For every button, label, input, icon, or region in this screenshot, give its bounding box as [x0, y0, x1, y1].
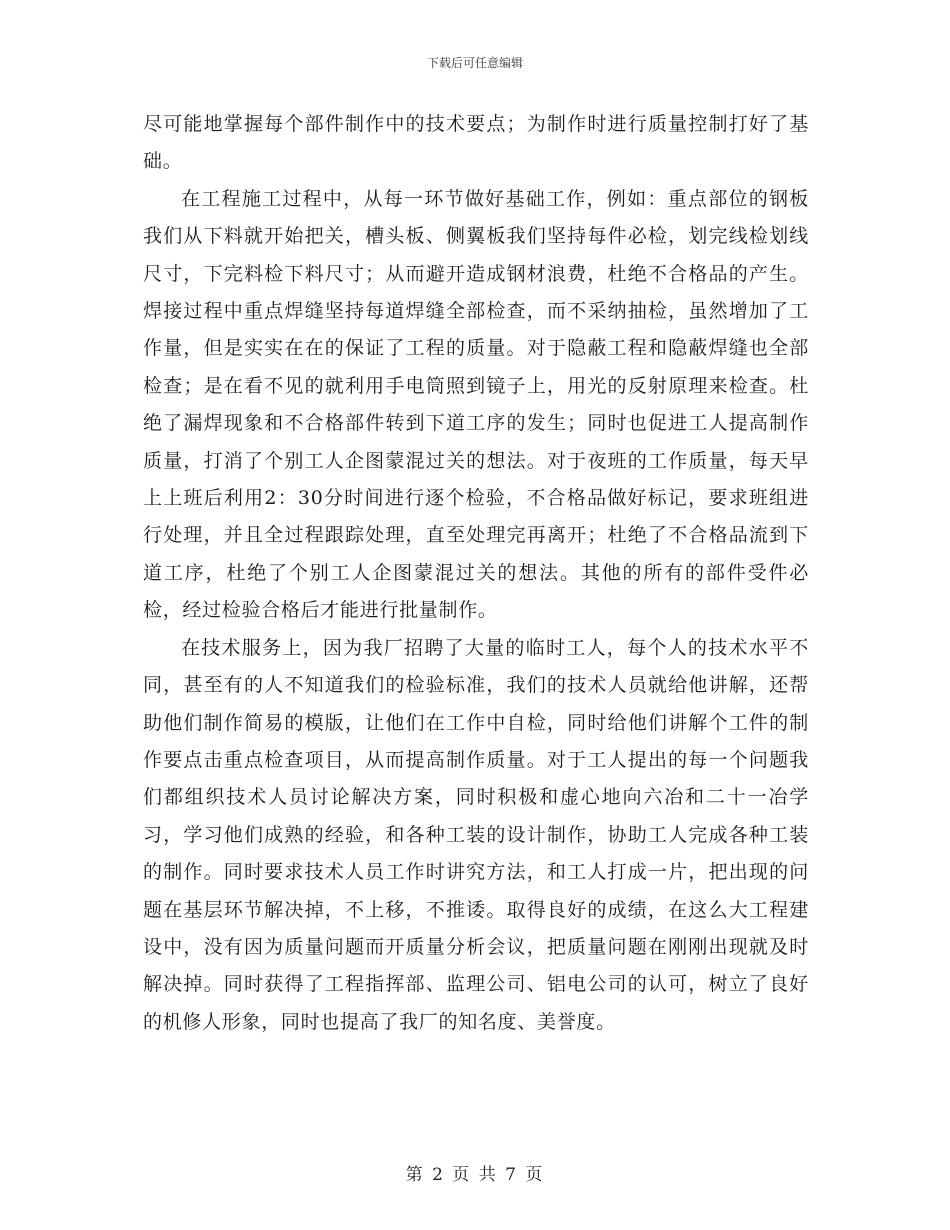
- paragraph-continued: 尽可能地掌握每个部件制作中的技术要点；为制作时进行质量控制打好了基础。: [143, 113, 809, 173]
- page-number: 第 2 页 共 7 页: [405, 1165, 545, 1185]
- paragraph-technical-service: 在技术服务上，因为我厂招聘了大量的临时工人，每个人的技术水平不同，甚至有的人不知道我们的检验标准，我们的技术人员就给他讲解，还帮助他们制作简易的模版，让他们在工作中自检，同时给他们讲解个工件的制作要点击重点检查项目，从而提高制作质量。对于工人提出的每一个问题我们都组织技术人员讨论解决方案，同时积极和虚心地向六冶和二十一冶学习，学习他们成熟的经验，和各种工装的设计制作，协助工人完成各种工装的制作。同时要求技术人员工作时讲究方法，和工人打成一片，把出现的问题在基层环节解决掉，不上移，不推诿。取得良好的成绩，在这么大工程建设中，没有因为质量问题而开质量分析会议，把质量问题在刚刚出现就及时解决掉。同时获得了工程指挥部、监理公司、铝电公司的认可，树立了良好的机修人形象，同时也提高了我厂的知名度、美誉度。: [143, 636, 809, 1033]
- paragraph-construction-process: 在工程施工过程中，从每一环节做好基础工作，例如：重点部位的钢板我们从下料就开始把关，槽头板、侧翼板我们坚持每件必检，划完线检划线尺寸，下完料检下料尺寸；从而避开造成钢材浪费，杜绝不合格品的产生。焊接过程中重点焊缝坚持每道焊缝全部检查，而不采纳抽检，虽然增加了工作量，但是实实在在的保证了工程的质量。对于隐蔽工程和隐蔽焊缝也全部检查；是在看不见的就利用手电筒照到镜子上，用光的反射原理来检查。杜绝了漏焊现象和不合格部件转到下道工序的发生；同时也促进工人提高制作质量，打消了个别工人企图蒙混过关的想法。对于夜班的工作质量，每天早上上班后利用2：30分时间进行逐个检验，不合格品做好标记，要求班组进行处理，并且全过程跟踪处理，直至处理完再离开；杜绝了不合格品流到下道工序，杜绝了个别工人企图蒙混过关的想法。其他的所有的部件受件必检，经过检验合格后才能进行批量制作。: [143, 187, 809, 622]
- header-note: 下载后可任意编辑: [426, 56, 523, 70]
- document-body: [143, 106, 809, 1041]
